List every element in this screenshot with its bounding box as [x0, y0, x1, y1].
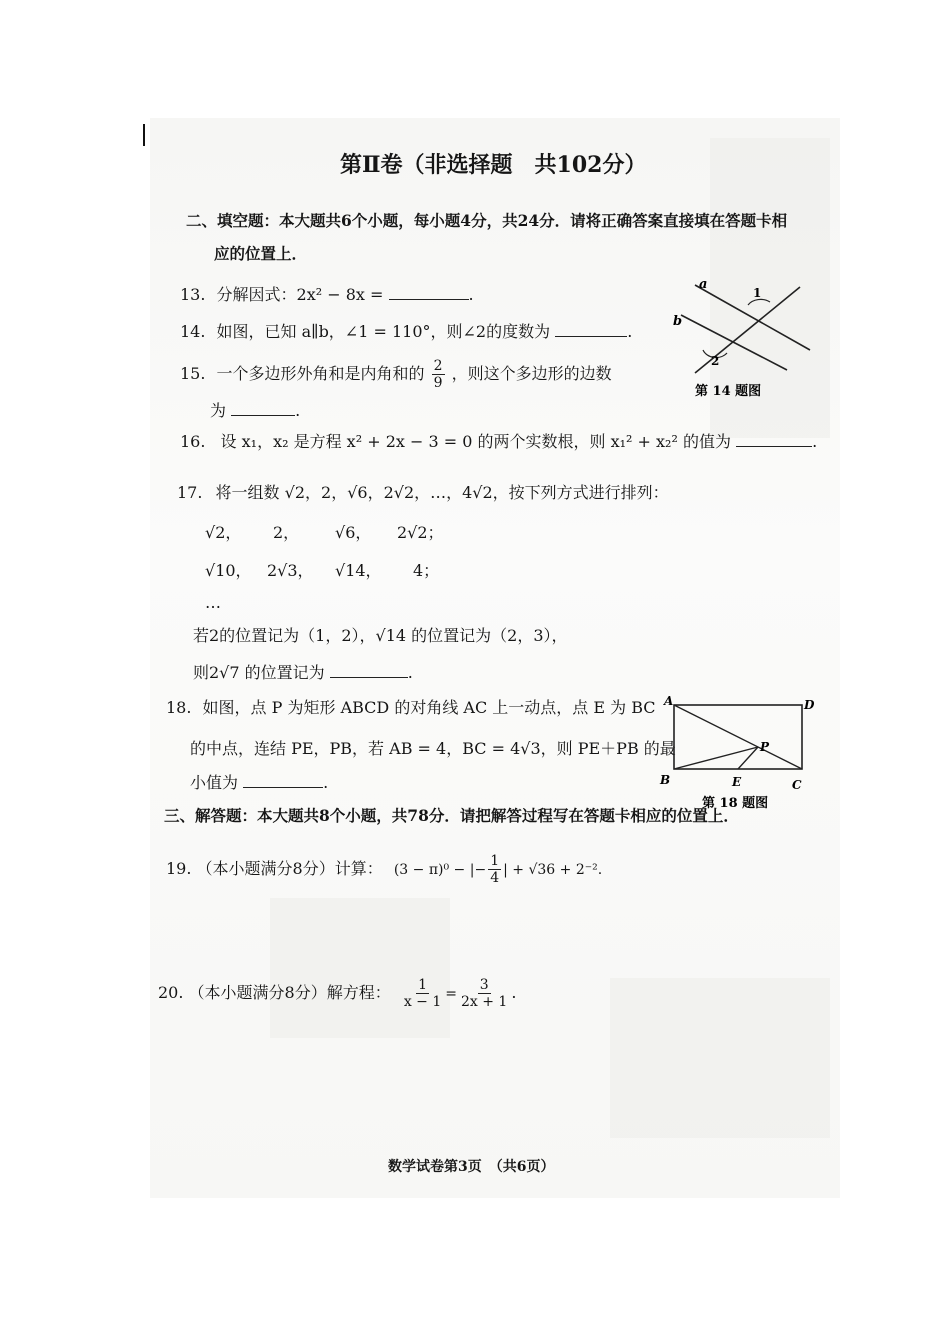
- sequence-item: √10，: [205, 561, 252, 580]
- section2-header-line2: 应的位置上．: [214, 244, 308, 263]
- period: .: [468, 285, 474, 304]
- question-17: [177, 482, 669, 504]
- question-text: 一个多边形外角和是内角和的: [216, 364, 425, 383]
- question-number: 13.: [180, 285, 206, 304]
- diagonal-AC: [674, 705, 802, 769]
- sequence-item: √6，: [335, 523, 372, 542]
- sequence-row-1: [205, 522, 444, 544]
- fraction: $\frac{2}{9}$: [433, 358, 443, 391]
- question-number: 15.: [180, 364, 206, 383]
- sequence-item: √14，: [335, 561, 382, 580]
- section3-header: 三、解答题：本大题共8个小题，共78分．请把解答过程写在答题卡相应的位置上．: [164, 806, 739, 825]
- period: .: [407, 663, 413, 682]
- answer-blank: [389, 283, 469, 300]
- question-17-condition: 若2的位置记为（1，2），√14 的位置记为（2，3），: [193, 626, 568, 645]
- label-E: E: [732, 775, 742, 789]
- question-17-ask: [193, 661, 413, 684]
- page-title: 第Ⅱ卷（非选择题 共102分）: [340, 152, 647, 178]
- period: .: [812, 432, 818, 451]
- question-text-cont: ，则这个多边形的边数: [451, 364, 612, 383]
- label-angle-1: 1: [753, 286, 762, 300]
- bleed-through-shadow: [610, 978, 830, 1138]
- answer-blank: [243, 771, 323, 788]
- edge-mark: [143, 124, 145, 146]
- sequence-item: 2√2；: [397, 523, 444, 542]
- period: .: [295, 401, 301, 420]
- figure-18: [652, 693, 824, 815]
- question-15: [180, 358, 612, 391]
- question-text: （本小题满分8分）解方程：: [188, 983, 391, 1002]
- question-20: [158, 976, 516, 1011]
- question-text: 为: [210, 401, 227, 420]
- question-text: 则2√7 的位置记为: [193, 663, 325, 682]
- question-13: [180, 283, 474, 306]
- question-text: 将一组数 √2，2，√6，2√2，…，4√2，按下列方式进行排列：: [215, 483, 669, 502]
- expression-cont: | + √36 + 2⁻².: [503, 862, 603, 878]
- segment-PB: [674, 747, 758, 769]
- label-a: a: [699, 277, 708, 292]
- period: .: [323, 773, 329, 792]
- question-text: 小值为: [190, 773, 239, 792]
- figure-caption: 第 18 题图: [702, 796, 769, 811]
- fraction-rhs: $\frac{3}{2x + 1}$: [461, 977, 508, 1010]
- fraction: $\frac{1}{4}$: [490, 853, 500, 886]
- answer-blank: [555, 320, 627, 337]
- answer-blank: [736, 430, 812, 447]
- label-A: A: [664, 694, 674, 708]
- sequence-ellipsis: …: [205, 593, 221, 612]
- question-number: 17.: [177, 483, 203, 502]
- section2-header-line1: 二、填空题：本大题共6个小题，每小题4分，共24分．请将正确答案直接填在答题卡相: [186, 211, 788, 230]
- equals-sign: =: [445, 986, 457, 1002]
- question-number: 20.: [158, 983, 184, 1002]
- question-number: 19.: [166, 859, 192, 878]
- bleed-through-shadow: [270, 898, 450, 1038]
- question-number: 16.: [180, 432, 206, 451]
- label-B: B: [660, 773, 671, 787]
- question-text: 如图，点 P 为矩形 ABCD 的对角线 AC 上一动点，点 E 为 BC: [202, 698, 656, 717]
- question-18: [166, 697, 656, 719]
- question-text: 设 x₁，x₂ 是方程 x² + 2x − 3 = 0 的两个实数根，则 x₁² + x₂² 的值为: [220, 432, 731, 451]
- label-angle-2: 2: [711, 354, 720, 368]
- question-18-line2: 的中点，连结 PE，PB，若 AB = 4，BC = 4√3，则 PE＋PB 的最: [190, 739, 676, 758]
- figure-caption: 第 14 题图: [695, 384, 762, 399]
- question-16: [180, 430, 817, 453]
- question-number: 14.: [180, 322, 206, 341]
- question-text: （本小题满分8分）计算：: [196, 859, 383, 878]
- sequence-item: 2√3，: [267, 561, 314, 580]
- label-P: P: [760, 740, 770, 754]
- question-text: 分解因式：2x² − 8x =: [216, 285, 384, 304]
- sequence-item: 2，: [273, 523, 300, 542]
- fraction-lhs: $\frac{1}{x - 1}$: [403, 977, 442, 1010]
- question-14: [180, 320, 632, 343]
- page-footer: 数学试卷第3页 （共6页）: [388, 1159, 555, 1175]
- label-C: C: [792, 778, 802, 792]
- label-D: D: [804, 698, 815, 712]
- angle-1-arc: [748, 299, 770, 305]
- label-b: b: [673, 314, 683, 329]
- sequence-row-2: [205, 560, 439, 582]
- question-number: 18.: [166, 698, 192, 717]
- question-text: 如图，已知 a∥b，∠1 = 110°，则∠2的度数为: [216, 322, 551, 341]
- sequence-item: 4；: [413, 561, 440, 580]
- question-15-line2: [210, 399, 300, 422]
- question-18-line3: [190, 771, 328, 794]
- sequence-item: √2，: [205, 523, 242, 542]
- period: .: [627, 322, 633, 341]
- line-b: [681, 315, 787, 370]
- figure-14: [665, 275, 815, 400]
- question-19: [166, 853, 602, 886]
- answer-blank: [231, 399, 295, 416]
- answer-blank: [330, 661, 408, 678]
- period: .: [511, 983, 517, 1002]
- expression: (3 − π)⁰ − |−: [393, 862, 487, 878]
